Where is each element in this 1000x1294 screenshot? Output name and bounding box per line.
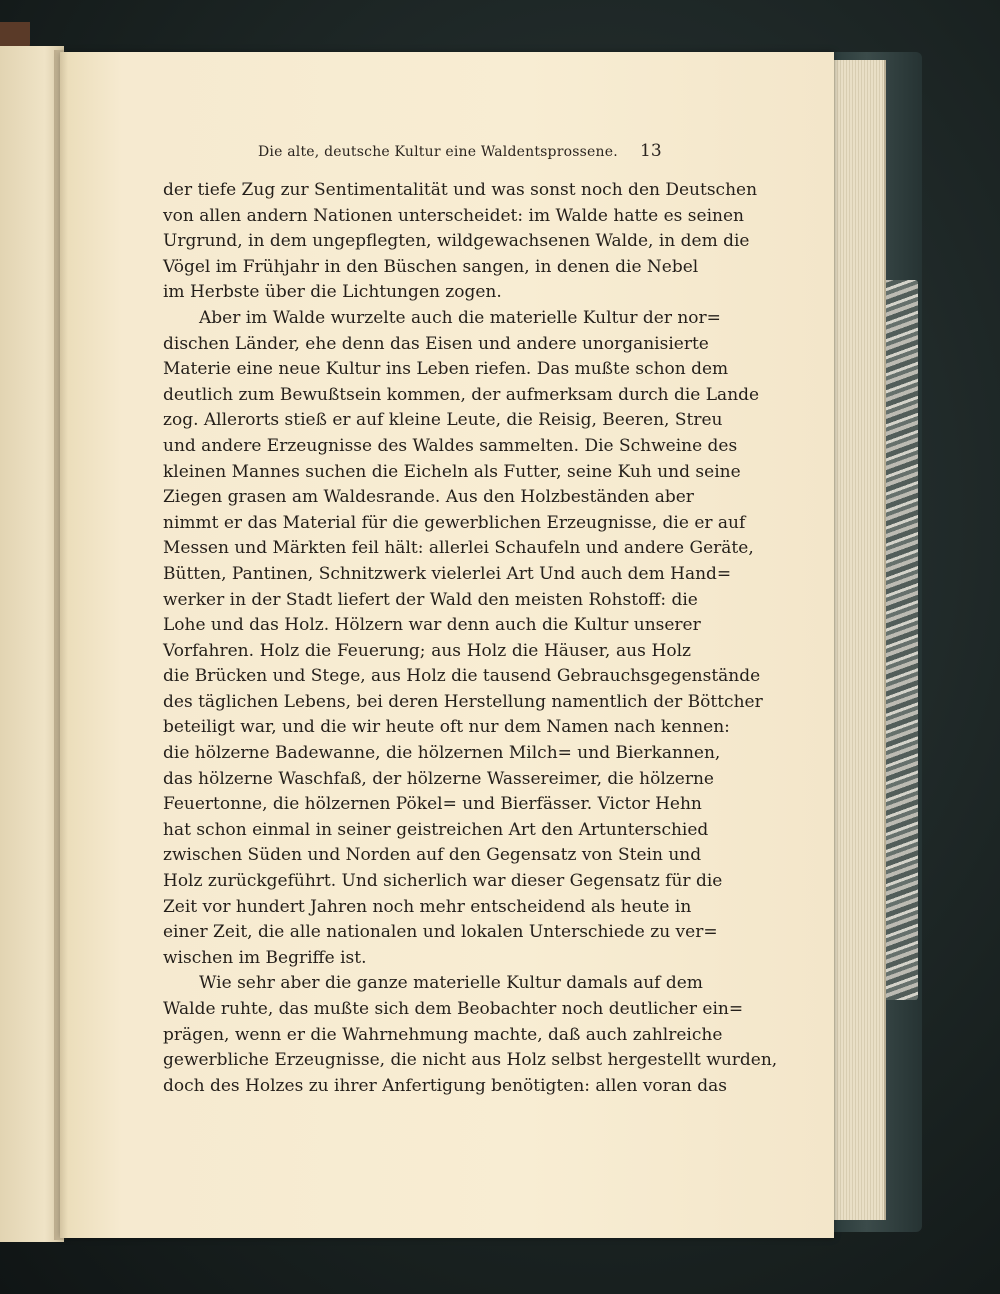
text-line: Urgrund, in dem ungepflegten, wildgewachsenen Walde, in dem die (163, 231, 750, 252)
text-line: und andere Erzeugnisse des Waldes sammelten. Die Schweine des (163, 435, 738, 456)
text-line: kleinen Mannes suchen die Eicheln als Futter, seine Kuh und seine (163, 461, 741, 482)
text-line: zwischen Süden und Norden auf den Gegensatz von Stein und (163, 845, 702, 866)
text-line: beteiligt war, und die wir heute oft nur dem Namen nach kennen: (163, 717, 730, 738)
text-line: prägen, wenn er die Wahrnehmung machte, daß auch zahlreiche (163, 1024, 723, 1045)
text-line: dischen Länder, ehe denn das Eisen und andere unorganisierte (163, 333, 709, 354)
page-gutter-shadow (54, 50, 68, 1240)
text-line: Vorfahren. Holz die Feuerung; aus Holz die Häuser, aus Holz (163, 640, 691, 661)
text-line: Feuertonne, die hölzernen Pökel= und Bierfässer. Victor Hehn (163, 794, 702, 815)
running-header: Die alte, deutsche Kultur eine Waldentsprossene. (258, 144, 618, 160)
text-line: das hölzerne Waschfaß, der hölzerne Wassereimer, die hölzerne (163, 768, 714, 789)
text-line: von allen andern Nationen unterscheidet: im Walde hatte es seinen (163, 205, 744, 226)
text-line: nimmt er das Material für die gewerblichen Erzeugnisse, die er auf (163, 512, 746, 533)
text-line: Ziegen grasen am Waldesrande. Aus den Holzbeständen aber (163, 487, 694, 508)
text-line: Bütten, Pantinen, Schnitzwerk vielerlei Art Und auch dem Hand= (163, 563, 732, 584)
page-edges (826, 60, 886, 1220)
body-text (163, 178, 778, 1099)
text-line: gewerbliche Erzeugnisse, die nicht aus Holz selbst hergestellt wurden, (163, 1050, 778, 1071)
text-line: der tiefe Zug zur Sentimentalität und was sonst noch den Deutschen (163, 180, 758, 200)
text-line: werker in der Stadt liefert der Wald den meisten Rohstoff: die (163, 589, 698, 610)
text-line: Holz zurückgeführt. Und sicherlich war dieser Gegensatz für die (163, 871, 723, 892)
text-line: wischen im Begriffe ist. (163, 947, 367, 968)
text-line: Vögel im Frühjahr in den Büschen sangen, in denen die Nebel (163, 256, 699, 277)
text-line: die Brücken und Stege, aus Holz die tausend Gebrauchsgegenstände (163, 666, 761, 687)
text-line: deutlich zum Bewußtsein kommen, der aufmerksam durch die Lande (163, 384, 760, 405)
text-line: einer Zeit, die alle nationalen und lokalen Unterschiede zu ver= (163, 922, 718, 943)
page-number: 13 (640, 141, 662, 161)
text-line: Zeit vor hundert Jahren noch mehr entscheidend als heute in (163, 896, 692, 917)
text-line: des täglichen Lebens, bei deren Herstellung namentlich der Böttcher (163, 691, 763, 712)
text-line: Aber im Walde wurzelte auch die materielle Kultur der nor= (199, 307, 721, 328)
text-line: hat schon einmal in seiner geistreichen Art den Artunterschied (163, 819, 709, 840)
marbled-cover-edge (882, 280, 918, 1000)
text-line: Lohe und das Holz. Hölzern war denn auch die Kultur unserer (163, 615, 701, 636)
text-line: Messen und Märkten feil hält: allerlei Schaufeln und andere Geräte, (163, 538, 754, 559)
text-line: die hölzerne Badewanne, die hölzernen Milch= und Bierkannen, (163, 743, 721, 764)
text-line: zog. Allerorts stieß er auf kleine Leute, die Reisig, Beeren, Streu (163, 410, 723, 431)
text-line: doch des Holzes zu ihrer Anfertigung benötigten: allen voran das (163, 1075, 728, 1096)
text-line: Wie sehr aber die ganze materielle Kultur damals auf dem (199, 973, 703, 994)
text-line: Walde ruhte, das mußte sich dem Beobachter noch deutlicher ein= (163, 999, 744, 1019)
text-line: im Herbste über die Lichtungen zogen. (163, 282, 502, 303)
text-line: Materie eine neue Kultur ins Leben riefen. Das mußte schon dem (163, 359, 729, 380)
